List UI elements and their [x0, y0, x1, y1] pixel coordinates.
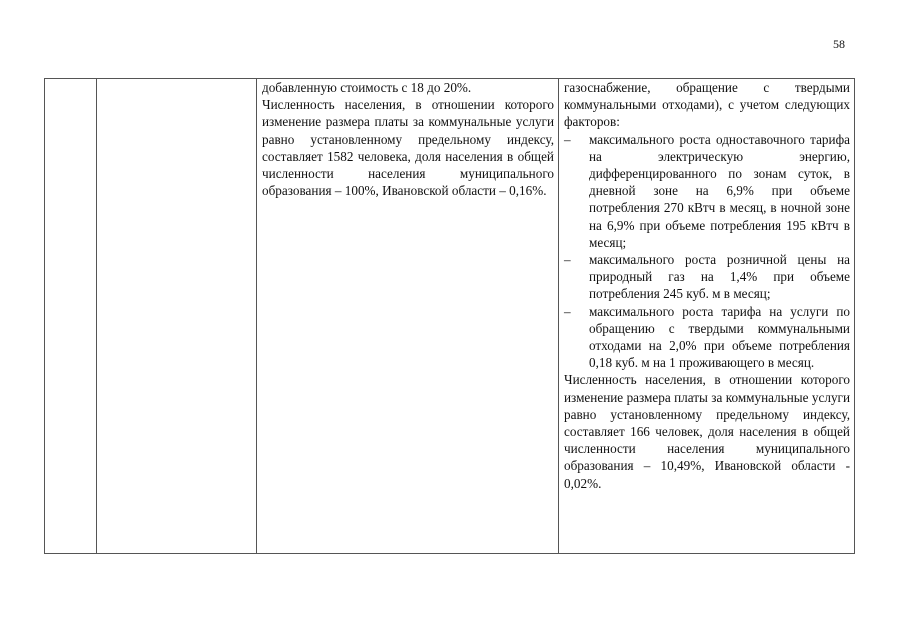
column-3-paragraph-1: добавленную стоимость с 18 до 20%.: [262, 80, 472, 95]
list-item: [564, 131, 850, 251]
factors-list: [559, 131, 854, 372]
document-table: [44, 78, 855, 554]
list-item-text: максимального роста одноставочного тарифа на электрическую энергию, дифференцированного по зонам суток, в дневной зоне на 6,9% при объеме потребления 270 кВтч в месяц, в ночной зоне на 6,9% при объеме потребления 195 кВтч в месяц;: [589, 131, 850, 250]
list-item: [564, 251, 850, 303]
table-row: [45, 79, 855, 554]
column-4-intro: газоснабжение, обращение с твердыми коммунальными отходами), с учетом следующих факторов:: [564, 80, 850, 130]
dash-bullet: –: [564, 131, 571, 147]
table-cell-column-3: [257, 79, 559, 554]
table-cell-column-2: [97, 79, 257, 554]
column-3-paragraph-2: Численность населения, в отношении которого изменение размера платы за коммунальные услуги равно установленному предельному индексу, составляет 1582 человека, доля населения в общей численности населения муниципального образования – 100%, Ивановской области – 0,16%.: [262, 97, 554, 199]
dash-bullet: –: [564, 252, 571, 268]
list-item: [564, 303, 850, 372]
table-cell-column-1: [45, 79, 97, 554]
column-4-closing: Численность населения, в отношении которого изменение размера платы за коммунальные услуги равно установленному предельному индексу, составляет 166 человек, доля населения в общей численности населения муниципального образования – 10,49%, Ивановской области - 0,02%.: [564, 372, 850, 491]
list-item-text: максимального роста розничной цены на природный газ на 1,4% при объеме потребления 245 куб. м в месяц;: [589, 252, 850, 302]
page-number: 58: [833, 37, 845, 51]
table-cell-column-4: [559, 79, 855, 554]
dash-bullet: –: [564, 303, 571, 319]
list-item-text: максимального роста тарифа на услуги по обращению с твердыми коммунальными отходами на 2,0% при объеме потребления 0,18 куб. м на 1 проживающего в месяц.: [589, 303, 850, 371]
